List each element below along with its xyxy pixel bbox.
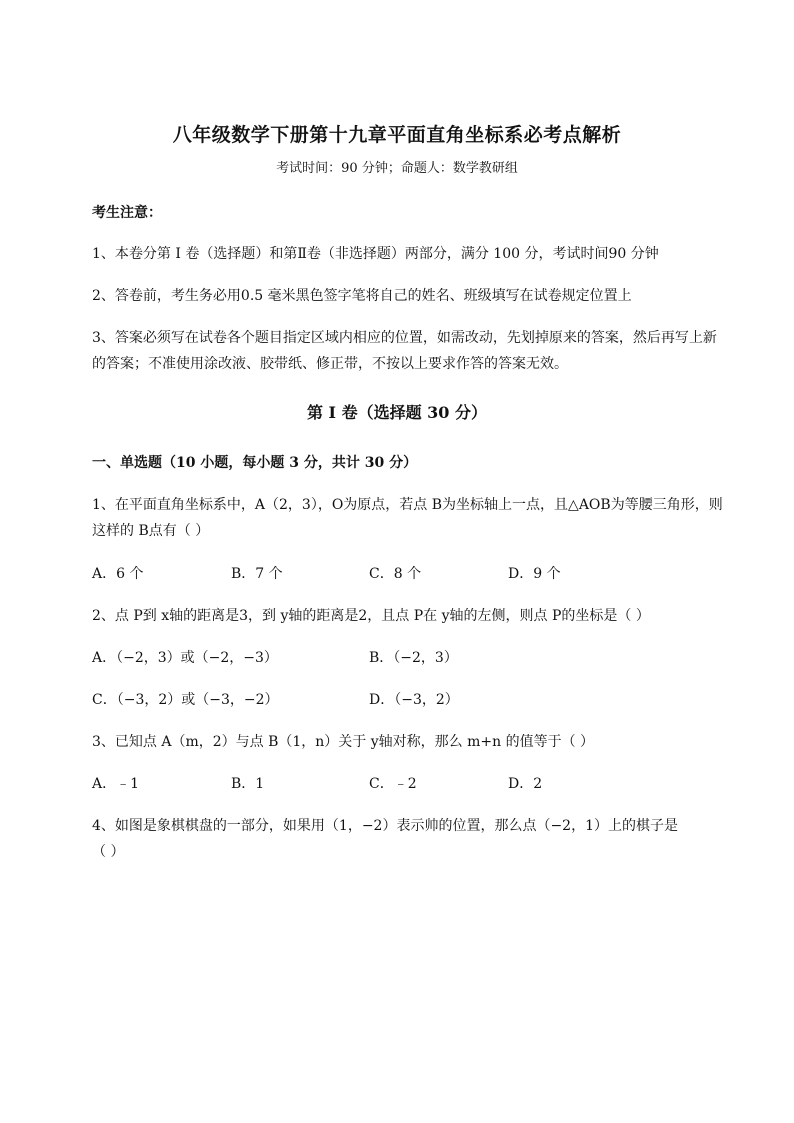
question-1-option-d[interactable]: D．9 个 [508,566,561,582]
question-1-option-a[interactable]: A．6 个 [92,566,144,582]
question-3-option-d[interactable]: D．2 [508,776,543,792]
question-1-option-b[interactable]: B．7 个 [231,566,283,582]
question-2-line-1: 2、点 P到 x轴的距离是3，到 y轴的距离是2，且点 P在 y轴的左侧，则点 P的坐标是（ ） [92,608,650,624]
notice-item-2: 2、答卷前，考生务必用0.5 毫米黑色签字笔将自己的姓名、班级填写在试卷规定位置上 [92,288,632,304]
notice-item-1: 1、本卷分第 I 卷（选择题）和第Ⅱ卷（非选择题）两部分，满分 100 分，考试时间90 分钟 [92,246,659,262]
section-title: 第 I 卷（选择题 30 分） [306,403,488,422]
question-3-option-a[interactable]: A．﹣1 [92,776,140,792]
page-subtitle: 考试时间：90 分钟；命题人：数学教研组 [276,161,518,176]
part-heading: 一、单选题（10 小题，每小题 3 分，共计 30 分） [92,455,418,471]
question-4-line-1: 4、如图是象棋棋盘的一部分，如果用（1，−2）表示帅的位置，那么点（−2，1）上的棋子是 [92,818,678,834]
page-title: 八年级数学下册第十九章平面直角坐标系必考点解析 [172,124,622,146]
question-2-option-d[interactable]: D．（−3，2） [369,692,459,708]
notice-heading: 考生注意： [92,205,162,221]
question-2-option-c[interactable]: C．（−3，2）或（−3，−2） [92,692,279,708]
question-2-option-a[interactable]: A．（−2，3）或（−2，−3） [92,650,278,666]
question-3-option-b[interactable]: B．1 [231,776,265,792]
notice-item-3-line-2: 的答案；不准使用涂改液、胶带纸、修正带，不按以上要求作答的答案无效。 [92,356,568,372]
question-1-line-2: 这样的 B点有（ ） [92,523,210,539]
question-2-option-b[interactable]: B．（−2，3） [369,650,458,666]
question-1-option-c[interactable]: C．8 个 [369,566,422,582]
question-3-option-c[interactable]: C．﹣2 [369,776,417,792]
question-1-line-1: 1、在平面直角坐标系中，A（2，3），O为原点，若点 B为坐标轴上一点，且△AOB为等腰三角形，则 [92,497,723,513]
question-3-line-1: 3、已知点 A（m，2）与点 B（1，n）关于 y轴对称，那么 m+n 的值等于（ ） [92,734,595,750]
notice-item-3-line-1: 3、答案必须写在试卷各个题目指定区域内相应的位置，如需改动，先划掉原来的答案，然后再写上新 [92,330,717,346]
question-4-line-2: （ ） [92,844,125,860]
